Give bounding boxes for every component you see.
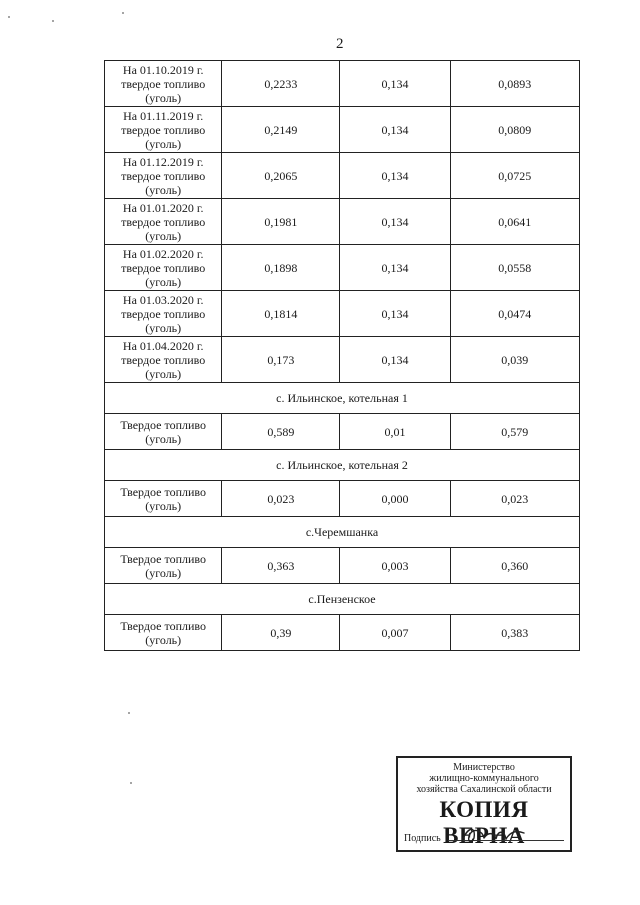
row-label <box>105 61 222 107</box>
table-row <box>105 199 580 245</box>
value-cell-2: 0,000 <box>340 481 450 517</box>
value-cell-2: 0,003 <box>340 548 450 584</box>
table-row <box>105 107 580 153</box>
row-label-line: (уголь) <box>145 182 182 197</box>
value-cell-3: 0,579 <box>450 414 579 450</box>
row-label-line: (уголь) <box>145 431 182 446</box>
value-cell-1: 0,1981 <box>222 199 340 245</box>
value-cell-2: 0,01 <box>340 414 450 450</box>
section-header-row <box>105 584 580 615</box>
value-cell-3: 0,0893 <box>450 61 579 107</box>
row-label-line: (уголь) <box>145 632 182 647</box>
value-cell-3: 0,0641 <box>450 199 579 245</box>
value-cell-1: 0,39 <box>222 615 340 651</box>
certified-copy-stamp <box>396 756 572 852</box>
value-cell-2: 0,134 <box>340 153 450 199</box>
value-cell-2: 0,007 <box>340 615 450 651</box>
row-label-line: (уголь) <box>145 565 182 580</box>
handwritten-signature <box>458 824 528 846</box>
row-label-line: На 01.10.2019 г. <box>122 62 204 77</box>
scan-speck <box>122 12 124 14</box>
row-label-line: (уголь) <box>145 498 182 513</box>
fuel-table <box>104 60 580 651</box>
table-row <box>105 245 580 291</box>
stamp-ministry-region: хозяйства Сахалинской области <box>416 784 552 795</box>
value-cell-2: 0,134 <box>340 337 450 383</box>
table-row <box>105 61 580 107</box>
row-label-line: (уголь) <box>145 136 182 151</box>
value-cell-1: 0,173 <box>222 337 340 383</box>
section-header-row <box>105 383 580 414</box>
row-label <box>105 337 222 383</box>
row-label <box>105 107 222 153</box>
section-title: с.Пензенское <box>105 584 580 615</box>
table-row <box>105 481 580 517</box>
row-label-line: (уголь) <box>145 228 182 243</box>
row-label-line: На 01.01.2020 г. <box>122 200 204 215</box>
row-label-line: Твердое топливо <box>120 417 206 432</box>
value-cell-1: 0,023 <box>222 481 340 517</box>
row-label-line: На 01.12.2019 г. <box>122 154 204 169</box>
section-title: с.Черемшанка <box>105 517 580 548</box>
table-row <box>105 337 580 383</box>
row-label-line: Твердое топливо <box>120 484 206 499</box>
row-label-line: (уголь) <box>145 366 182 381</box>
row-label <box>105 199 222 245</box>
value-cell-1: 0,2233 <box>222 61 340 107</box>
stamp-signature-label: Подпись <box>404 833 441 844</box>
row-label-line: твердое топливо <box>121 306 206 321</box>
row-label-line: твердое топливо <box>121 214 206 229</box>
table-row <box>105 414 580 450</box>
row-label <box>105 481 222 517</box>
stamp-certified-copy: КОПИЯ ВЕРНА <box>439 797 529 848</box>
scan-speck <box>128 712 130 714</box>
stamp-ministry: Министерство <box>453 762 515 773</box>
scan-speck <box>8 16 10 18</box>
fuel-table-body <box>105 61 580 651</box>
value-cell-3: 0,0725 <box>450 153 579 199</box>
value-cell-3: 0,0809 <box>450 107 579 153</box>
row-label <box>105 245 222 291</box>
row-label-line: твердое топливо <box>121 76 206 91</box>
section-title: с. Ильинское, котельная 1 <box>105 383 580 414</box>
row-label-line: твердое топливо <box>121 122 206 137</box>
value-cell-1: 0,363 <box>222 548 340 584</box>
row-label-line: твердое топливо <box>121 168 206 183</box>
value-cell-3: 0,023 <box>450 481 579 517</box>
row-label-line: На 01.04.2020 г. <box>122 338 204 353</box>
row-label-line: На 01.02.2020 г. <box>122 246 204 261</box>
row-label-line: (уголь) <box>145 274 182 289</box>
value-cell-1: 0,1814 <box>222 291 340 337</box>
scan-speck <box>52 20 54 22</box>
value-cell-1: 0,2149 <box>222 107 340 153</box>
value-cell-2: 0,134 <box>340 61 450 107</box>
row-label-line: Твердое топливо <box>120 551 206 566</box>
row-label <box>105 153 222 199</box>
row-label-line: На 01.03.2020 г. <box>122 292 204 307</box>
value-cell-2: 0,134 <box>340 107 450 153</box>
value-cell-1: 0,2065 <box>222 153 340 199</box>
row-label-line: (уголь) <box>145 90 182 105</box>
table-row <box>105 291 580 337</box>
row-label <box>105 414 222 450</box>
row-label <box>105 615 222 651</box>
table-row <box>105 615 580 651</box>
value-cell-3: 0,039 <box>450 337 579 383</box>
value-cell-3: 0,383 <box>450 615 579 651</box>
value-cell-3: 0,360 <box>450 548 579 584</box>
row-label-line: твердое топливо <box>121 260 206 275</box>
value-cell-2: 0,134 <box>340 199 450 245</box>
table-row <box>105 153 580 199</box>
row-label-line: твердое топливо <box>121 352 206 367</box>
row-label <box>105 291 222 337</box>
row-label-line: Твердое топливо <box>120 618 206 633</box>
value-cell-3: 0,0474 <box>450 291 579 337</box>
row-label-line: На 01.11.2019 г. <box>123 108 204 123</box>
scan-speck <box>130 782 132 784</box>
table-row <box>105 548 580 584</box>
value-cell-1: 0,589 <box>222 414 340 450</box>
value-cell-2: 0,134 <box>340 245 450 291</box>
section-title: с. Ильинское, котельная 2 <box>105 450 580 481</box>
section-header-row <box>105 517 580 548</box>
stamp-ministry-dept: жилищно-коммунального <box>429 773 539 784</box>
page-number: 2 <box>336 36 344 52</box>
value-cell-2: 0,134 <box>340 291 450 337</box>
row-label-line: (уголь) <box>145 320 182 335</box>
row-label <box>105 548 222 584</box>
value-cell-1: 0,1898 <box>222 245 340 291</box>
section-header-row <box>105 450 580 481</box>
value-cell-3: 0,0558 <box>450 245 579 291</box>
